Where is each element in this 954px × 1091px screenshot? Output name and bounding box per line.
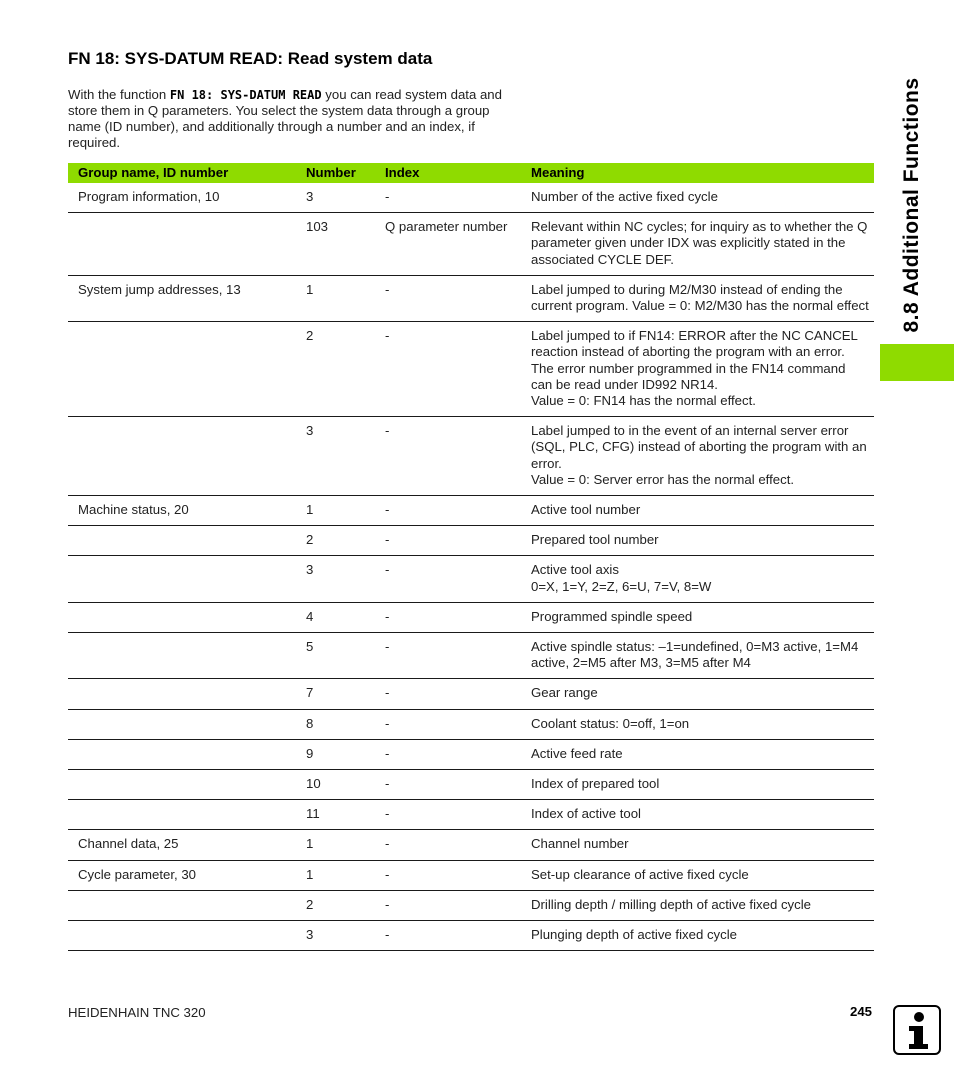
cell-index: -	[379, 800, 525, 830]
cell-number: 8	[300, 709, 379, 739]
cell-meaning: Relevant within NC cycles; for inquiry as to whether the Q parameter given under IDX was explicitly stated in the associated CYCLE DEF.	[525, 213, 874, 276]
cell-number: 1	[300, 830, 379, 860]
cell-index: -	[379, 890, 525, 920]
cell-number: 9	[300, 739, 379, 769]
cell-meaning: Prepared tool number	[525, 526, 874, 556]
table-row	[68, 183, 874, 213]
table-row	[68, 496, 874, 526]
cell-number: 5	[300, 633, 379, 679]
cell-index: -	[379, 739, 525, 769]
cell-number: 103	[300, 213, 379, 276]
table-header-row	[68, 163, 874, 183]
table-row	[68, 633, 874, 679]
cell-index: -	[379, 633, 525, 679]
cell-group-name: Machine status, 20	[68, 496, 300, 526]
table-row	[68, 526, 874, 556]
cell-index: -	[379, 679, 525, 709]
cell-index: -	[379, 417, 525, 496]
cell-number: 3	[300, 921, 379, 951]
system-data-table	[68, 163, 874, 951]
cell-group-name	[68, 890, 300, 920]
section-heading: FN 18: SYS-DATUM READ: Read system data	[68, 49, 433, 68]
cell-group-name	[68, 526, 300, 556]
table-row	[68, 556, 874, 602]
cell-index: -	[379, 770, 525, 800]
cell-meaning: Programmed spindle speed	[525, 602, 874, 632]
cell-number: 2	[300, 890, 379, 920]
intro-text-before: With the function	[68, 87, 170, 102]
chapter-tab	[880, 344, 954, 381]
cell-index: Q parameter number	[379, 213, 525, 276]
cell-group-name	[68, 921, 300, 951]
cell-number: 11	[300, 800, 379, 830]
cell-meaning: Active feed rate	[525, 739, 874, 769]
cell-group-name: System jump addresses, 13	[68, 275, 300, 321]
cell-index: -	[379, 526, 525, 556]
table-body	[68, 183, 874, 951]
cell-index: -	[379, 709, 525, 739]
cell-meaning: Number of the active fixed cycle	[525, 183, 874, 213]
cell-index: -	[379, 860, 525, 890]
cell-number: 2	[300, 526, 379, 556]
cell-index: -	[379, 921, 525, 951]
cell-meaning: Index of prepared tool	[525, 770, 874, 800]
table-row	[68, 322, 874, 417]
cell-index: -	[379, 830, 525, 860]
cell-index: -	[379, 322, 525, 417]
cell-meaning: Label jumped to if FN14: ERROR after the NC CANCEL reaction instead of aborting the program with an error. The error number programmed in the FN14 command can be read under ID992 NR14. Value = 0: FN14 has the normal effect.	[525, 322, 874, 417]
table-row	[68, 709, 874, 739]
table-row	[68, 213, 874, 276]
table-row	[68, 679, 874, 709]
cell-index: -	[379, 183, 525, 213]
table-row	[68, 890, 874, 920]
intro-function-code: FN 18: SYS-DATUM READ	[169, 88, 322, 102]
table-row	[68, 800, 874, 830]
header-number: Number	[300, 163, 379, 183]
cell-meaning: Plunging depth of active fixed cycle	[525, 921, 874, 951]
table-row	[68, 739, 874, 769]
cell-meaning: Index of active tool	[525, 800, 874, 830]
table-row	[68, 860, 874, 890]
cell-meaning: Channel number	[525, 830, 874, 860]
page-number: 245	[849, 1004, 872, 1019]
intro-text-after: you can read system data and store them in Q parameters. You select the system data through a group name (ID number), and additionally through a number and an index, if required.	[68, 87, 502, 150]
cell-number: 1	[300, 496, 379, 526]
cell-number: 4	[300, 602, 379, 632]
cell-index: -	[379, 496, 525, 526]
table-row	[68, 921, 874, 951]
cell-meaning: Set-up clearance of active fixed cycle	[525, 860, 874, 890]
cell-number: 10	[300, 770, 379, 800]
cell-group-name	[68, 679, 300, 709]
cell-meaning: Drilling depth / milling depth of active fixed cycle	[525, 890, 874, 920]
cell-group-name	[68, 770, 300, 800]
header-group-name: Group name, ID number	[68, 163, 300, 183]
intro-paragraph	[68, 87, 513, 151]
cell-number: 3	[300, 417, 379, 496]
cell-meaning: Label jumped to during M2/M30 instead of ending the current program. Value = 0: M2/M30 has the normal effect	[525, 275, 874, 321]
cell-meaning: Gear range	[525, 679, 874, 709]
cell-group-name	[68, 602, 300, 632]
cell-number: 1	[300, 275, 379, 321]
footer-product-name: HEIDENHAIN TNC 320	[68, 1005, 206, 1020]
cell-group-name	[68, 213, 300, 276]
cell-number: 2	[300, 322, 379, 417]
cell-group-name	[68, 633, 300, 679]
table-row	[68, 275, 874, 321]
cell-group-name: Program information, 10	[68, 183, 300, 213]
header-index: Index	[379, 163, 525, 183]
chapter-side-title-text: 8.8 Additional Functions	[900, 77, 923, 333]
cell-meaning: Active tool number	[525, 496, 874, 526]
cell-index: -	[379, 602, 525, 632]
cell-meaning: Coolant status: 0=off, 1=on	[525, 709, 874, 739]
cell-group-name: Channel data, 25	[68, 830, 300, 860]
table-row	[68, 417, 874, 496]
cell-group-name	[68, 739, 300, 769]
cell-number: 1	[300, 860, 379, 890]
cell-meaning: Active tool axis 0=X, 1=Y, 2=Z, 6=U, 7=V, 8=W	[525, 556, 874, 602]
table-row	[68, 602, 874, 632]
cell-group-name	[68, 709, 300, 739]
cell-number: 3	[300, 556, 379, 602]
cell-group-name	[68, 556, 300, 602]
cell-group-name	[68, 417, 300, 496]
info-icon-glyph	[895, 1007, 939, 1053]
cell-number: 7	[300, 679, 379, 709]
cell-index: -	[379, 275, 525, 321]
table-row	[68, 830, 874, 860]
info-icon	[893, 1005, 941, 1055]
cell-number: 3	[300, 183, 379, 213]
table-row	[68, 770, 874, 800]
cell-meaning: Active spindle status: –1=undefined, 0=M3 active, 1=M4 active, 2=M5 after M3, 3=M5 after M4	[525, 633, 874, 679]
cell-group-name	[68, 800, 300, 830]
cell-index: -	[379, 556, 525, 602]
cell-meaning: Label jumped to in the event of an internal server error (SQL, PLC, CFG) instead of aborting the program with an error. Value = 0: Server error has the normal effect.	[525, 417, 874, 496]
cell-group-name: Cycle parameter, 30	[68, 860, 300, 890]
cell-group-name	[68, 322, 300, 417]
header-meaning: Meaning	[525, 163, 874, 183]
